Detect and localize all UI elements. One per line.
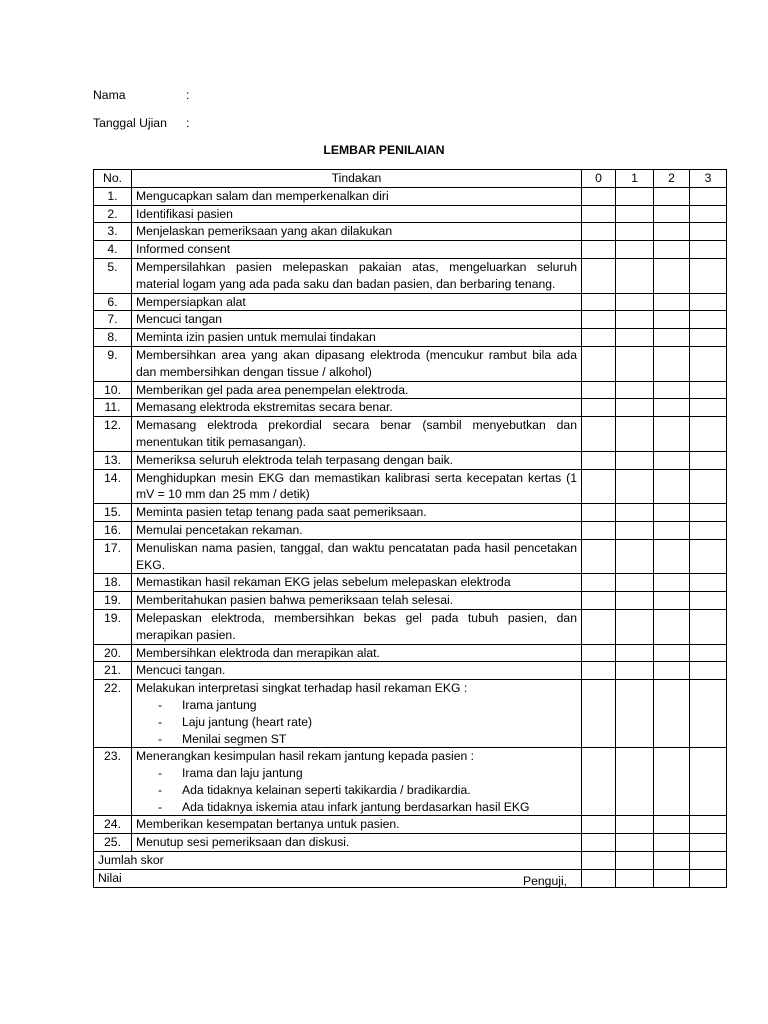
score-cell-1[interactable] [616, 592, 654, 610]
score-cell-0[interactable] [582, 469, 616, 504]
score-cell-2[interactable] [654, 521, 690, 539]
row-action-text: Memastikan hasil rekaman EKG jelas sebelum melepaskan elektroda [136, 575, 511, 590]
score-cell-2[interactable] [654, 293, 690, 311]
table-row [94, 816, 727, 834]
score-cell-0[interactable] [582, 539, 616, 574]
page-title: LEMBAR PENILAIAN [323, 143, 445, 157]
row-action [132, 816, 582, 834]
score-cell-0[interactable] [582, 834, 616, 852]
row-number: 22. [94, 680, 132, 748]
row-action [132, 662, 582, 680]
score-cell-0[interactable] [582, 504, 616, 522]
dash-bullet: - [158, 731, 163, 746]
score-cell-1[interactable] [616, 748, 654, 816]
tanggal-ujian-colon: : [186, 116, 190, 130]
score-cell-2[interactable] [654, 609, 690, 644]
row-action-text: Menutup sesi pemeriksaan dan diskusi. [136, 835, 350, 850]
row-action [132, 574, 582, 592]
table-row [94, 574, 727, 592]
row-action-text: Memberikan gel pada area penempelan elektroda. [136, 382, 409, 397]
score-cell-3[interactable] [690, 329, 727, 347]
table-row [94, 381, 727, 399]
score-cell-3[interactable] [690, 834, 727, 852]
nilai-cell-0[interactable] [582, 869, 616, 887]
score-cell-2[interactable] [654, 662, 690, 680]
sub-item [136, 714, 577, 731]
row-number: 23. [94, 748, 132, 816]
score-cell-3[interactable] [690, 381, 727, 399]
row-action-text: Meminta izin pasien untuk memulai tindakan [136, 330, 376, 345]
score-cell-0[interactable] [582, 574, 616, 592]
score-cell-1[interactable] [616, 469, 654, 504]
sub-item-text: Irama dan laju jantung [182, 766, 303, 781]
score-cell-1[interactable] [616, 834, 654, 852]
table-row [94, 539, 727, 574]
row-action [132, 293, 582, 311]
score-cell-0[interactable] [582, 417, 616, 452]
sub-item [136, 799, 577, 816]
row-number: 1. [94, 187, 132, 205]
nilai-cell-1[interactable] [616, 869, 654, 887]
row-action [132, 258, 582, 293]
score-cell-0[interactable] [582, 381, 616, 399]
sub-item-text: Ada tidaknya kelainan seperti takikardia / bradikardia. [182, 782, 471, 797]
score-cell-0[interactable] [582, 258, 616, 293]
row-action-text: Membersihkan area yang akan dipasang elektroda (mencukur rambut bila ada dan membersihkan dengan tissue / alkohol) [136, 347, 577, 379]
score-cell-0[interactable] [582, 311, 616, 329]
nama-line [93, 88, 189, 102]
table-row [94, 258, 727, 293]
nilai-row [94, 869, 727, 887]
row-number: 2. [94, 205, 132, 223]
row-action-text: Informed consent [136, 242, 231, 257]
jumlah-skor-cell-2[interactable] [654, 852, 690, 870]
score-cell-2[interactable] [654, 258, 690, 293]
score-cell-0[interactable] [582, 662, 616, 680]
score-cell-3[interactable] [690, 521, 727, 539]
score-cell-3[interactable] [690, 241, 727, 259]
row-action-text: Mempersiapkan alat [136, 294, 246, 309]
row-action-text: Mempersilahkan pasien melepaskan pakaian atas, mengeluarkan seluruh material logam yang ada pada saku dan badan pasien, dan berbaring tenang. [136, 259, 577, 291]
dash-bullet: - [158, 766, 163, 781]
assessment-table [93, 169, 727, 888]
row-number: 8. [94, 329, 132, 347]
row-action [132, 504, 582, 522]
row-action [132, 223, 582, 241]
penguji-label: Penguji, [523, 874, 568, 888]
row-number: 20. [94, 644, 132, 662]
header-score-2: 2 [654, 170, 690, 188]
row-action-text: Meminta pasien tetap tenang pada saat pemeriksaan. [136, 505, 427, 520]
sub-item [136, 765, 577, 782]
table-row [94, 748, 727, 816]
sub-item-text: Menilai segmen ST [182, 731, 287, 746]
row-action-text: Memberikan kesempatan bertanya untuk pasien. [136, 817, 400, 832]
table-row [94, 662, 727, 680]
table-row [94, 644, 727, 662]
score-cell-3[interactable] [690, 592, 727, 610]
score-cell-1[interactable] [616, 451, 654, 469]
row-action [132, 834, 582, 852]
row-action-text: Menjelaskan pemeriksaan yang akan dilakukan [136, 224, 393, 239]
score-cell-1[interactable] [616, 680, 654, 748]
score-cell-3[interactable] [690, 504, 727, 522]
score-cell-0[interactable] [582, 187, 616, 205]
score-cell-1[interactable] [616, 293, 654, 311]
sub-item-text: Laju jantung (heart rate) [182, 714, 313, 729]
row-action [132, 680, 582, 748]
row-action-text: Identifikasi pasien [136, 206, 233, 221]
nama-label: Nama [93, 88, 126, 102]
score-cell-1[interactable] [616, 346, 654, 381]
score-cell-3[interactable] [690, 609, 727, 644]
score-cell-3[interactable] [690, 399, 727, 417]
score-cell-0[interactable] [582, 816, 616, 834]
score-cell-1[interactable] [616, 205, 654, 223]
dash-bullet: - [158, 799, 163, 814]
row-number: 19. [94, 592, 132, 610]
score-cell-2[interactable] [654, 451, 690, 469]
sub-item [136, 782, 577, 799]
score-cell-1[interactable] [616, 521, 654, 539]
score-cell-3[interactable] [690, 311, 727, 329]
tanggal-ujian-label: Tanggal Ujian [93, 116, 167, 130]
sub-item-text: Irama jantung [182, 697, 257, 712]
row-action [132, 539, 582, 574]
row-number: 6. [94, 293, 132, 311]
score-cell-3[interactable] [690, 574, 727, 592]
row-action [132, 748, 582, 816]
score-cell-2[interactable] [654, 223, 690, 241]
score-cell-2[interactable] [654, 644, 690, 662]
score-cell-2[interactable] [654, 469, 690, 504]
sub-item [136, 731, 577, 748]
score-cell-2[interactable] [654, 381, 690, 399]
row-action-text: Memulai pencetakan rekaman. [136, 522, 303, 537]
table-row [94, 399, 727, 417]
table-row [94, 834, 727, 852]
score-cell-2[interactable] [654, 592, 690, 610]
row-action [132, 381, 582, 399]
score-cell-0[interactable] [582, 748, 616, 816]
row-action-text: Mencuci tangan [136, 312, 223, 327]
score-cell-0[interactable] [582, 346, 616, 381]
row-number: 4. [94, 241, 132, 259]
score-cell-2[interactable] [654, 399, 690, 417]
score-cell-1[interactable] [616, 574, 654, 592]
score-cell-1[interactable] [616, 258, 654, 293]
row-action-text: Memasang elektroda prekordial secara benar (sambil menyebutkan dan menentukan titik pemasangan). [136, 418, 577, 449]
row-action-text: Memberitahukan pasien bahwa pemeriksaan telah selesai. [136, 593, 454, 608]
row-number: 25. [94, 834, 132, 852]
jumlah-skor-cell-0[interactable] [582, 852, 616, 870]
score-cell-0[interactable] [582, 680, 616, 748]
row-action [132, 592, 582, 610]
score-cell-0[interactable] [582, 241, 616, 259]
nilai-cell-2[interactable] [654, 869, 690, 887]
score-cell-0[interactable] [582, 329, 616, 347]
score-cell-2[interactable] [654, 748, 690, 816]
tanggal-ujian-line [93, 116, 189, 130]
score-cell-1[interactable] [616, 609, 654, 644]
score-cell-1[interactable] [616, 399, 654, 417]
row-number: 7. [94, 311, 132, 329]
score-cell-1[interactable] [616, 241, 654, 259]
row-action [132, 311, 582, 329]
row-number: 12. [94, 417, 132, 452]
score-cell-0[interactable] [582, 293, 616, 311]
header-score-3: 3 [690, 170, 727, 188]
score-cell-1[interactable] [616, 644, 654, 662]
score-cell-0[interactable] [582, 609, 616, 644]
row-action [132, 346, 582, 381]
row-number: 17. [94, 539, 132, 574]
row-action [132, 521, 582, 539]
score-cell-3[interactable] [690, 680, 727, 748]
score-cell-3[interactable] [690, 451, 727, 469]
table-row [94, 417, 727, 452]
row-number: 16. [94, 521, 132, 539]
score-cell-1[interactable] [616, 381, 654, 399]
table-row [94, 521, 727, 539]
score-cell-2[interactable] [654, 205, 690, 223]
score-cell-0[interactable] [582, 223, 616, 241]
score-cell-3[interactable] [690, 187, 727, 205]
row-action [132, 417, 582, 452]
score-cell-2[interactable] [654, 311, 690, 329]
table-row [94, 451, 727, 469]
nilai-label: Nilai [94, 869, 582, 887]
score-cell-2[interactable] [654, 834, 690, 852]
table-row [94, 592, 727, 610]
score-cell-3[interactable] [690, 205, 727, 223]
score-cell-2[interactable] [654, 680, 690, 748]
row-action [132, 609, 582, 644]
row-number: 3. [94, 223, 132, 241]
row-action-text: Membersihkan elektroda dan merapikan alat. [136, 645, 380, 660]
row-action-text: Mengucapkan salam dan memperkenalkan diri [136, 188, 389, 203]
score-cell-2[interactable] [654, 574, 690, 592]
score-cell-3[interactable] [690, 662, 727, 680]
score-cell-3[interactable] [690, 748, 727, 816]
score-cell-0[interactable] [582, 644, 616, 662]
dash-bullet: - [158, 697, 163, 712]
row-action-text: Menuliskan nama pasien, tanggal, dan waktu pencatatan pada hasil pencetakan EKG. [136, 540, 577, 572]
score-cell-2[interactable] [654, 539, 690, 574]
dash-bullet: - [158, 714, 163, 729]
row-action [132, 205, 582, 223]
score-cell-2[interactable] [654, 241, 690, 259]
table-row [94, 504, 727, 522]
score-cell-1[interactable] [616, 223, 654, 241]
score-cell-3[interactable] [690, 539, 727, 574]
row-number: 21. [94, 662, 132, 680]
nilai-cell-3[interactable] [690, 869, 727, 887]
row-action [132, 469, 582, 504]
table-row [94, 680, 727, 748]
score-cell-1[interactable] [616, 539, 654, 574]
jumlah-skor-label: Jumlah skor [94, 852, 582, 870]
row-action [132, 644, 582, 662]
table-row [94, 223, 727, 241]
row-number: 10. [94, 381, 132, 399]
row-action-text: Melepaskan elektroda, membersihkan bekas gel pada tubuh pasien, dan merapikan pasien. [136, 610, 577, 642]
score-cell-3[interactable] [690, 293, 727, 311]
header-no: No. [94, 170, 132, 188]
table-row [94, 311, 727, 329]
table-row [94, 293, 727, 311]
jumlah-skor-cell-3[interactable] [690, 852, 727, 870]
table-header-row [94, 170, 727, 188]
jumlah-skor-cell-1[interactable] [616, 852, 654, 870]
jumlah-skor-row [94, 852, 727, 870]
row-number: 9. [94, 346, 132, 381]
table-row [94, 469, 727, 504]
row-number: 14. [94, 469, 132, 504]
sub-item-text: Ada tidaknya iskemia atau infark jantung berdasarkan hasil EKG [182, 799, 530, 814]
score-cell-1[interactable] [616, 816, 654, 834]
row-action-text: Melakukan interpretasi singkat terhadap hasil rekaman EKG : [136, 681, 468, 696]
row-action [132, 187, 582, 205]
nama-colon: : [186, 88, 190, 102]
score-cell-1[interactable] [616, 311, 654, 329]
score-cell-2[interactable] [654, 346, 690, 381]
dash-bullet: - [158, 782, 163, 797]
row-action [132, 241, 582, 259]
table-row [94, 609, 727, 644]
row-action [132, 329, 582, 347]
score-cell-2[interactable] [654, 329, 690, 347]
score-cell-1[interactable] [616, 329, 654, 347]
row-action-text: Memasang elektroda ekstremitas secara benar. [136, 400, 393, 415]
score-cell-3[interactable] [690, 469, 727, 504]
score-cell-1[interactable] [616, 417, 654, 452]
score-cell-2[interactable] [654, 417, 690, 452]
row-number: 18. [94, 574, 132, 592]
score-cell-3[interactable] [690, 644, 727, 662]
score-cell-1[interactable] [616, 504, 654, 522]
score-cell-0[interactable] [582, 205, 616, 223]
row-number: 24. [94, 816, 132, 834]
score-cell-3[interactable] [690, 417, 727, 452]
score-cell-0[interactable] [582, 592, 616, 610]
score-cell-2[interactable] [654, 816, 690, 834]
score-cell-1[interactable] [616, 187, 654, 205]
score-cell-0[interactable] [582, 451, 616, 469]
header-score-1: 1 [616, 170, 654, 188]
row-action [132, 451, 582, 469]
sub-item [136, 697, 577, 714]
table-row [94, 241, 727, 259]
score-cell-3[interactable] [690, 223, 727, 241]
row-number: 11. [94, 399, 132, 417]
score-cell-3[interactable] [690, 346, 727, 381]
row-action-text: Menerangkan kesimpulan hasil rekam jantung kepada pasien : [136, 749, 475, 764]
table-row [94, 329, 727, 347]
row-action-text: Menghidupkan mesin EKG dan memastikan kalibrasi serta kecepatan kertas (1 mV = 10 mm dan 25 mm / detik) [136, 470, 577, 502]
score-cell-2[interactable] [654, 187, 690, 205]
header-tindakan: Tindakan [132, 170, 582, 188]
row-action-text: Mencuci tangan. [136, 663, 226, 678]
row-action-text: Memeriksa seluruh elektroda telah terpasang dengan baik. [136, 452, 454, 467]
table-row [94, 205, 727, 223]
score-cell-3[interactable] [690, 816, 727, 834]
row-number: 13. [94, 451, 132, 469]
score-cell-1[interactable] [616, 662, 654, 680]
score-cell-0[interactable] [582, 521, 616, 539]
score-cell-3[interactable] [690, 258, 727, 293]
header-score-0: 0 [582, 170, 616, 188]
row-action [132, 399, 582, 417]
row-number: 5. [94, 258, 132, 293]
row-number: 15. [94, 504, 132, 522]
table-row [94, 346, 727, 381]
table-row [94, 187, 727, 205]
row-number: 19. [94, 609, 132, 644]
score-cell-0[interactable] [582, 399, 616, 417]
score-cell-2[interactable] [654, 504, 690, 522]
